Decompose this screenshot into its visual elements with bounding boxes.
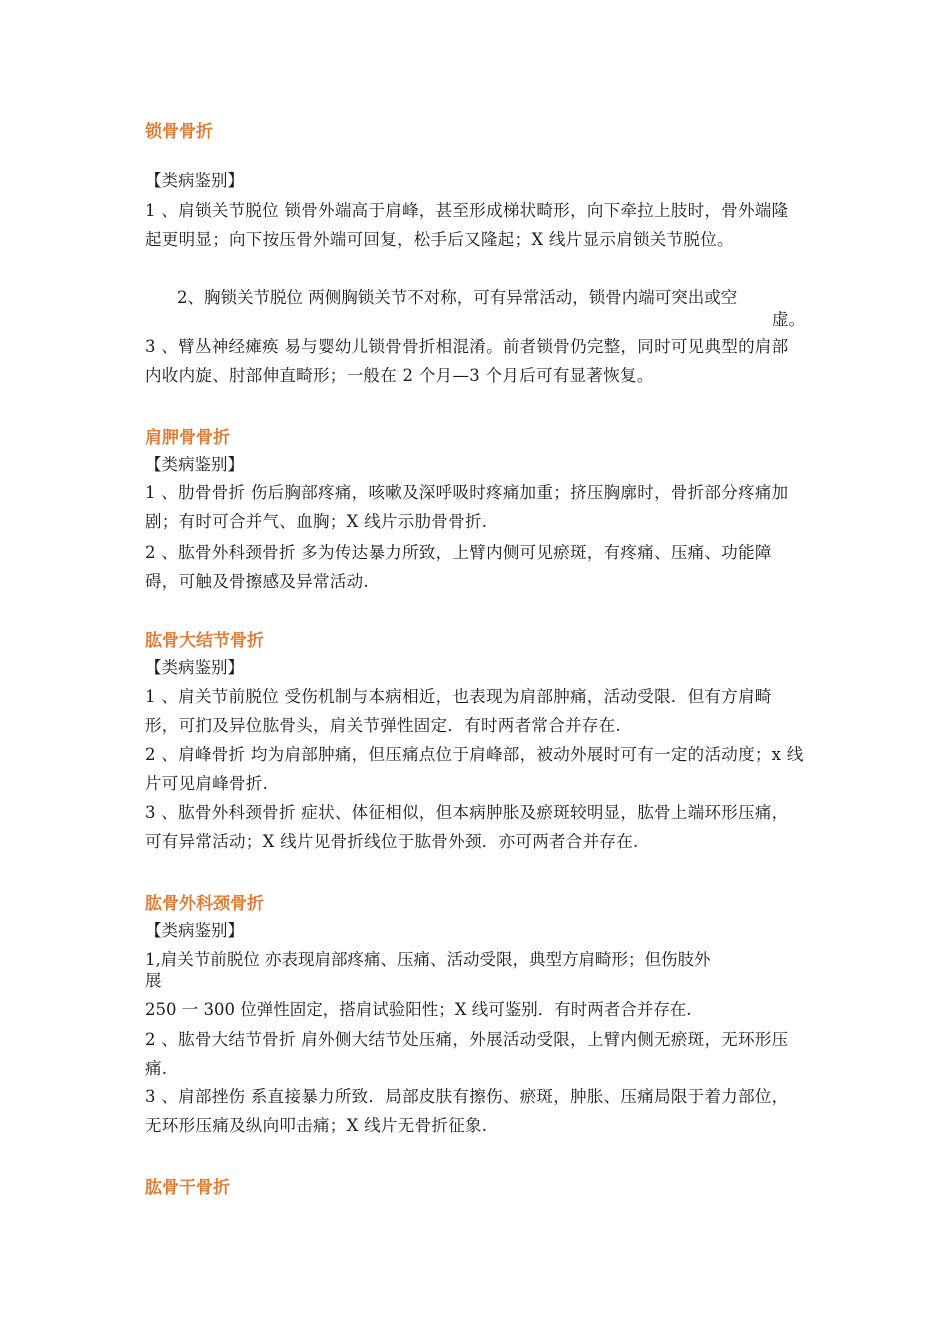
- paragraph: 1 、肩锁关节脱位 锁骨外端高于肩峰，甚至形成梯状畸形，向下牵拉上肢时，骨外端隆起更明显；向下按压骨外端可回复，松手后又隆起；X 线片显示肩锁关节脱位。: [145, 201, 789, 249]
- section-title: 肱骨大结节骨折: [145, 631, 264, 651]
- paragraph: 2、胸锁关节脱位 两侧胸锁关节不对称，可有异常活动，锁骨内端可突出或空: [177, 288, 738, 307]
- section-title: 肱骨干骨折: [145, 1178, 230, 1198]
- paragraph: 3 、臂丛神经瘫痪 易与婴幼儿锁骨骨折相混淆。前者锁骨仍完整，同时可见典型的肩部内收内旋、肘部伸直畸形；一般在 2 个月—3 个月后可有显著恢复。: [145, 337, 789, 385]
- section-subtitle: 【类病鉴别】: [145, 171, 244, 190]
- section-subtitle: 【类病鉴别】: [145, 455, 244, 474]
- paragraph: 250 一 300 位弹性固定，搭肩试验阳性；X 线可鉴别．有时两者合并存在.: [145, 1000, 692, 1019]
- section-title: 锁骨骨折: [145, 122, 213, 142]
- paragraph: 3 、肩部挫伤 系直接暴力所致．局部皮肤有擦伤、瘀斑，肿胀、压痛局限于着力部位，无环形压痛及纵向叩击痛；X 线片无骨折征象.: [145, 1087, 789, 1135]
- paragraph: 2 、肩峰骨折 均为肩部肿痛，但压痛点位于肩峰部，被动外展时可有一定的活动度；x 线片可见肩峰骨折.: [145, 745, 804, 793]
- paragraph: 虚。: [772, 310, 805, 329]
- paragraph: 2 、肱骨外科颈骨折 多为传达暴力所致，上臂内侧可见瘀斑，有疼痛、压痛、功能障碍，可触及骨擦感及异常活动.: [145, 543, 772, 591]
- paragraph: 1,肩关节前脱位 亦表现肩部疼痛、压痛、活动受限，典型方肩畸形；但伤肢外: [145, 950, 711, 969]
- paragraph: 1 、肋骨骨折 伤后胸部疼痛，咳嗽及深呼吸时疼痛加重；挤压胸廓时，骨折部分疼痛加剧；有时可合并气、血胸；X 线片示肋骨骨折.: [145, 483, 789, 531]
- section-subtitle: 【类病鉴别】: [145, 921, 244, 940]
- section-subtitle: 【类病鉴别】: [145, 658, 244, 677]
- section-title: 肱骨外科颈骨折: [145, 894, 264, 914]
- paragraph: 2 、肱骨大结节骨折 肩外侧大结节处压痛，外展活动受限，上臂内侧无瘀斑，无环形压痛.: [145, 1030, 789, 1078]
- section-title: 肩胛骨骨折: [145, 428, 230, 448]
- paragraph: 展: [145, 971, 162, 990]
- paragraph: 1 、肩关节前脱位 受伤机制与本病相近，也表现为肩部肿痛，活动受限．但有方肩畸形，可扪及异位肱骨头，肩关节弹性固定．有时两者常合并存在.: [145, 687, 772, 735]
- paragraph: 3 、肱骨外科颈骨折 症状、体征相似，但本病肿胀及瘀斑较明显，肱骨上端环形压痛，可有异常活动；X 线片见骨折线位于肱骨外颈．亦可两者合并存在.: [145, 803, 789, 851]
